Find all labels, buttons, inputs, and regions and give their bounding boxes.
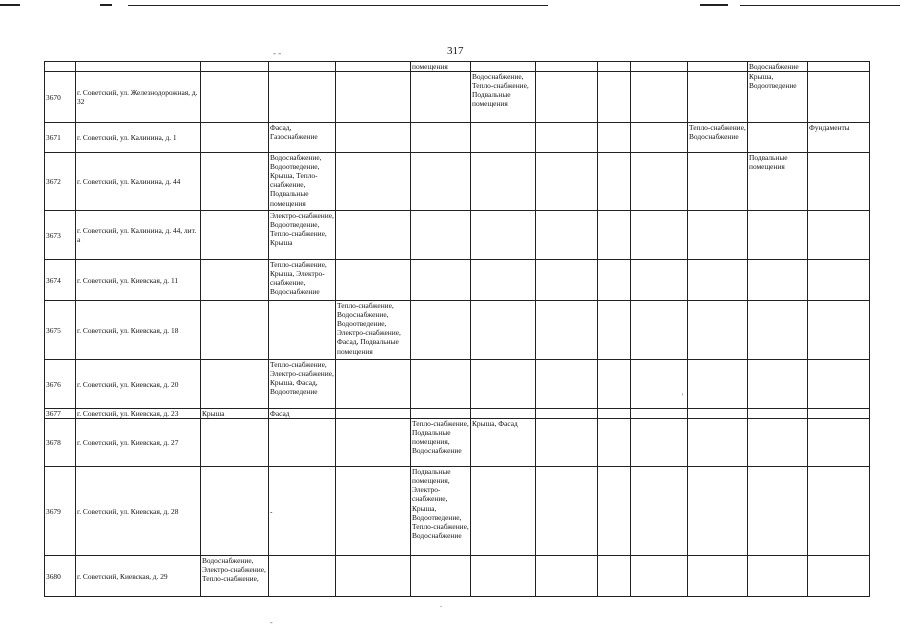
scan-speck: ' [682, 392, 684, 401]
row-address: г. Советский, ул. Киевская, д. 18 [76, 301, 201, 360]
scan-top-edge [0, 4, 905, 7]
dash-mark: - - [273, 48, 282, 58]
work-cell: Фундаменты [808, 123, 870, 153]
row-number: 3676 [45, 360, 76, 409]
scan-speck: - [270, 618, 273, 627]
work-cell: Подвальные помещения [748, 153, 808, 211]
work-cell: Фасад, Газоснабжение [269, 123, 336, 153]
row-number: 3679 [45, 467, 76, 556]
scan-speck: . [440, 600, 442, 609]
row-address: г. Советский, ул. Железнодорожная, д. 32 [76, 72, 201, 123]
work-cell: Тепло-снабжение, Крыша, Электро-снабжение, Водоснабжение [269, 260, 336, 301]
work-cell: Водоснабжение, Тепло-снабжение, Подвальные помещения [471, 72, 536, 123]
work-cell: Тепло-снабжение, Водоснабжение, Водоотведение, Электро-снабжение, Фасад, Подвальные помещения [336, 301, 411, 360]
row-address: г. Советский, ул. Калинина, д. 1 [76, 123, 201, 153]
work-cell: Крыша [201, 409, 269, 419]
row-number: 3672 [45, 153, 76, 211]
row-address: г. Советский, ул. Киевская, д. 20 [76, 360, 201, 409]
table-row [45, 301, 870, 360]
table-row [45, 556, 870, 597]
row-address: г. Советский, ул. Киевская, д. 27 [76, 419, 201, 467]
row-number: 3675 [45, 301, 76, 360]
row-address: г. Советский, ул. Киевская, д. 11 [76, 260, 201, 301]
work-cell: Электро-снабжение, Водоотведение, Тепло-снабжение, Крыша [269, 211, 336, 260]
row-number: 3670 [45, 72, 76, 123]
row-address: г. Советский, Киевская, д. 29 [76, 556, 201, 597]
header-cell: Водоснабжение [748, 62, 808, 72]
row-number: 3671 [45, 123, 76, 153]
repair-schedule-table [44, 61, 870, 597]
work-cell: Тепло-снабжение, Электро-снабжение, Крыша, Фасад, Водоотведение [269, 360, 336, 409]
page-number: 317 [447, 45, 464, 57]
table-row [45, 260, 870, 301]
work-cell: Фасад [269, 409, 336, 419]
work-cell: Водоснабжение, Электро-снабжение, Тепло-снабжение, [201, 556, 269, 597]
row-number: 3678 [45, 419, 76, 467]
row-number: 3680 [45, 556, 76, 597]
row-address: г. Советский, ул. Калинина, д. 44 [76, 153, 201, 211]
work-cell: - [269, 467, 336, 556]
work-cell: Крыша, Водоотведение [748, 72, 808, 123]
row-number: 3677 [45, 409, 76, 419]
row-number: 3673 [45, 211, 76, 260]
work-cell: Крыша, Фасад [471, 419, 536, 467]
table-row [45, 211, 870, 260]
work-cell: Тепло-снабжение, Водоснабжение [688, 123, 748, 153]
row-address: г. Советский, ул. Киевская, д. 28 [76, 467, 201, 556]
table-row [45, 153, 870, 211]
table-row [45, 467, 870, 556]
table-row [45, 409, 870, 419]
table-row [45, 123, 870, 153]
table-row [45, 419, 870, 467]
work-cell: Подвальные помещения, Электро-снабжение, Крыша, Водоотведение, Тепло-снабжение, Водоснабжение [411, 467, 471, 556]
row-number: 3674 [45, 260, 76, 301]
row-address: г. Советский, ул. Киевская, д. 23 [76, 409, 201, 419]
table-row [45, 72, 870, 123]
work-cell: Тепло-снабжение, Подвальные помещения, Водоснабжение [411, 419, 471, 467]
table-header-row [45, 62, 870, 72]
table-row [45, 360, 870, 409]
header-cell: помещения [411, 62, 471, 72]
row-address: г. Советский, ул. Калинина, д. 44, лит. а [76, 211, 201, 260]
work-cell: Водоснабжение, Водоотведение, Крыша, Тепло-снабжение, Подвальные помещения [269, 153, 336, 211]
